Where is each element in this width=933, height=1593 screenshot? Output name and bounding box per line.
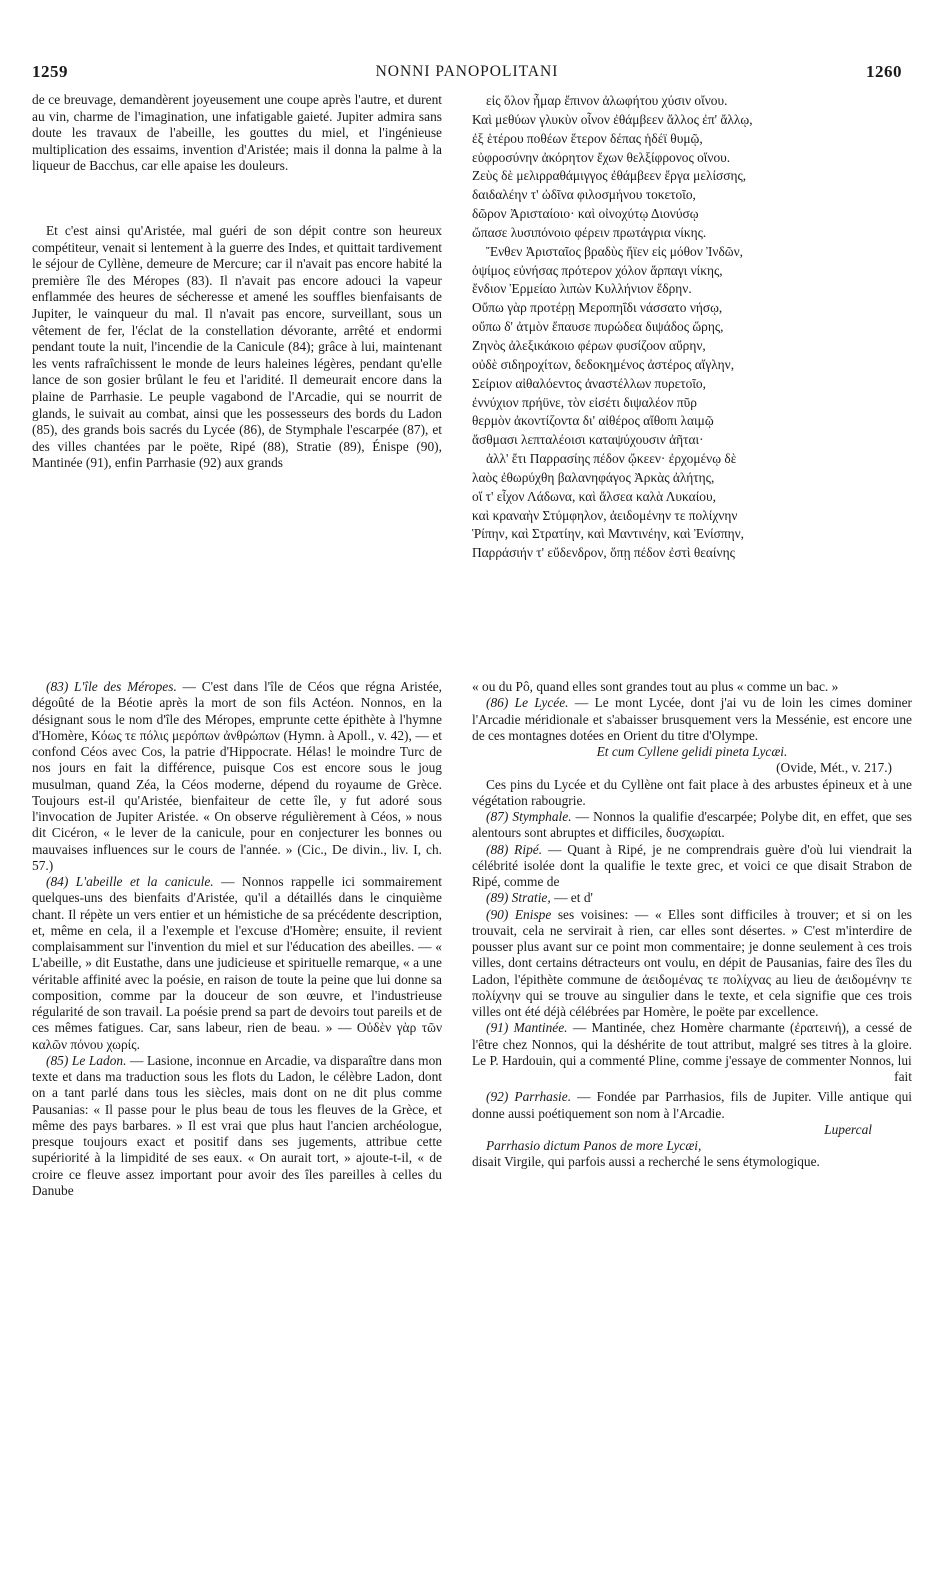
verse-line: καὶ κραναὴν Στύμφηλον, ἀειδομένην τε πολίχνην [472, 507, 738, 523]
verse-line: Σείριον αἰθαλόεντος ἀναστέλλων πυρετοῖο, [472, 375, 706, 391]
verse-line: ὀψίμος εὐνήσας πρότερον χόλον ἅρπαγι νίκης, [472, 262, 723, 278]
note-text: — Le mont Lycée, dont j'ai vu de loin les cimes dominer l'Arcadie méridionale et s'abaisser brusquement vers la Messénie, est encore une de ces montagnes dotées en Orient du titre d'Olympe. [472, 695, 912, 743]
note-label: (87) Stymphale. [486, 809, 572, 824]
note-label: (92) Parrhasie. [486, 1089, 572, 1105]
note-text: — Fondée par Parrhasios, fils de Jupiter. Ville antique qui donne aussi poétiquement son nom à l'Arcadie. [472, 1089, 912, 1121]
note-85 [32, 1053, 442, 1199]
note-text: — C'est dans l'île de Céos que régna Aristée, dégoûté de la Béotie après la mort de son fils Actéon. Nonnos, en la désignant sous le nom d'île des Méropes, emprunte cette épithète à l'hymne d'Homère, Κόως τε πόλις μερόπων ἀνθρώπων (Hymn. à Apoll., v. 42), — et confond Céos avec Cos, la patrie d'Hippocrate. Hélas! le moindre Turc de nos jours en fait la différence, puisque Cos est encore sous le joug musulman, quand Zéa, la Céos moderne, dépend du royaume de Grèce. Toujours est-il qu'Aristée, bienfaiteur de cette île, y fut adoré sous l'invocation de Jupiter Aristée. « On observe régulièrement à Céos, » nous dit Cicéron, « le lever de la canicule, pour en conjecturer les bonnes ou mauvaises influences sur le cours de l'année. » (Cic., De divin., liv. I, ch. 57.) [32, 679, 442, 873]
note-text: — et d' [550, 890, 593, 906]
note-label: (91) Mantinée. [486, 1020, 568, 1036]
note-88 [472, 842, 912, 891]
note-text: — Nonnos la qualifie d'escarpée; Polybe dit, en effet, que ses alentours sont abruptes et difficiles, δυσχωρίαι. [472, 809, 912, 841]
note-83 [32, 679, 442, 874]
translation-paragraph: de ce breuvage, demandèrent joyeusement une coupe après l'autre, et durent au vin, charme de l'imagination, une infatigable gaieté. Jupiter admira sans doute les travaux de l'abeille, les gouttes du miel, et l'ingénieuse multiplication des essaims, invention d'Aristée; mais il donna la palme à la liqueur de Bacchus, car elle apaise les douleurs. [32, 92, 442, 174]
note-text: — Lasione, inconnue en Arcadie, va disparaître dans mon texte et dans ma traduction sous les flots du Ladon, le célèbre Ladon, dont on a tant parlé dans tous les siècles, mais dont on ne dit plus comme Pausanias: « Il passe pour le plus beau de tous les fleuves de la Grèce, et même des pays barbares. » Il est vrai que plus haut l'ancien archéologue, presque toujours exact et positif dans ses jugements, attribue cette supériorité à la limpidité de ses eaux. « On aurait tort, » ajoute-t-il, « de croire ce fleuve assez important pour avoir des îles pareilles à celles du Danube [32, 1052, 442, 1198]
verse-line: ἀλλ' ἔτι Παρρασίης πέδον ᾤκεεν· ἐρχομένῳ δὲ [486, 451, 737, 467]
verse-line: Ἔνθεν Ἀρισταῖος βραδὺς ἤϊεν εἰς μόθον Ἰνδῶν, [486, 243, 743, 259]
note-label: (90) Enispe [486, 906, 552, 922]
french-translation [32, 92, 442, 472]
quote-source: (Ovide, Mét., v. 217.) [776, 760, 892, 776]
verse-line: οὐδὲ σιδηροχίτων, δεδοκημένος ἀστέρος αἴγλην, [472, 356, 735, 372]
note-label: (89) Stratie, [486, 890, 551, 906]
verse-line: Παρράσιήν τ' εὔδενδρον, ὅπῃ πέδον ἐστὶ θεαίνης [472, 545, 735, 561]
note-label: (88) Ripé. [486, 841, 543, 857]
verse-line: εἰς ὅλον ἦμαρ ἔπινον ἀλωφήτου χύσιν οἴνου. [486, 93, 728, 108]
note-text: — Quant à Ripé, je ne comprendrais guère d'où lui viendrait la célébrité isolée dont la qualifie le texte grec, et voici ce que disait Strabon de Ripé, comme de [472, 841, 912, 889]
note-84 [32, 874, 442, 1053]
notes-column-left [32, 679, 442, 1199]
note-86-after: Ces pins du Lycée et du Cyllène ont fait place à des arbustes épineux et à une végétation rabougrie. [472, 776, 912, 808]
verse-line: οὔπω δ' ἀτμὸν ἔπαυσε πυρώδεα διψάδος ὥρης, [472, 319, 724, 335]
translation-paragraph: Et c'est ainsi qu'Aristée, mal guéri de son dépit contre son heureux compétiteur, venait si lentement à la guerre des Indes, et quittait tardivement le séjour de Cyllène, demeure de Mercure; car il n'avait pas encore habité la première île des Méropes (83). Il n'avait pas encore adouci la vapeur enflammée des heures de sécheresse et amené les souffles bienfaisants de Jupiter, le vainqueur du mal. Il n'avait pas encore, surveillant, sous un vêtement de fer, l'éclat de la constellation dévorante, arrêté et endormi pendant toute la nuit, l'incendie de la Canicule (84); grâce à lui, maintenant les vents rafraîchissent le monde de leurs haleines légères, pendant qu'elle lance de son gosier brûlant le feu et l'aridité. Il demeurait encore dans la plaine de Parrhasie. Le peuple vagabond de l'Arcadie, qui se nourrit de glands, le suivait au combat, ainsi que les possesseurs des bords du Ladon (85), des grands bois sacrés du Lycée (86), de Stymphale l'escarpée (87), et des villes chantées par le poëte, Ripé (88), Stratie (89), Énispe (90), Mantinée (91), enfin Parrhasie (92) aux grands [32, 222, 442, 471]
running-header [32, 62, 902, 86]
latin-quote: Lupercal [824, 1121, 872, 1137]
verse-line: λαὸς ἐθωρύχθη βαλανηφάγος Ἀρκὰς ἀλήτης, [472, 469, 715, 485]
note-87 [472, 809, 912, 842]
note-85-continuation: « ou du Pô, quand elles sont grandes tout au plus « comme un bac. » [472, 679, 839, 694]
note-label: (86) Le Lycée. [486, 695, 569, 711]
latin-quote: Parrhasio dictum Panos de more Lycæi, [486, 1138, 702, 1153]
page-number-right: 1260 [866, 62, 902, 81]
page-number-left: 1259 [32, 62, 68, 81]
note-text: ses voisines: — « Elles sont difficiles à trouver; et si on les trouvait, cela ne servirait à rien, car elles sont désertes. » C'est m'interdire de pousser plus avant sur ce point mon commentaire; je donne seulement à ces trois villes, dont certains détracteurs ont voulu, en dépit de Pausanias, faire des îles du Ladon, l'épithète commune de ἀειδομένας τε πολίχνας au lieu de ἀειδομένην τε πολίχνην qui se trouve au singulier dans le texte, et cela signifie que ces trois villes ont été déjà célébrées par Homère, le poëte par excellence. [472, 906, 912, 1019]
note-89 [472, 890, 912, 906]
note-text: — Mantinée, chez Homère charmante (ἐρατεινή), a cessé de l'être chez Nonnos, qui la déshérite de tout attribut, malgré ses titres à la gloire. Le P. Hardouin, qui a commenté Pline, comme j'essaye de commenter Nonnos, lui [472, 1020, 913, 1068]
verse-line: οἵ τ' εἶχον Λάδωνα, καὶ ἄλσεα καλὰ Λυκαίου, [472, 488, 716, 504]
verse-line: θερμὸν ἀκοντίζοντα δι' αἰθέρος αἴθοπι λαιμῷ [472, 413, 714, 429]
verse-line: Καὶ μεθύων γλυκὺν οἶνον ἐθάμβεεν ἄλλος ἐπ' ἄλλῳ, [472, 111, 753, 127]
verse-line: ἄσθμασι λεπταλέοισι καταψύχουσιν ἀῆται· [472, 432, 704, 448]
notes-column-right [472, 679, 912, 1171]
latin-quote: Et cum Cyllene gelidi pineta Lycæi. [596, 744, 788, 759]
greek-verse-column [472, 92, 912, 563]
note-91 [472, 1020, 912, 1069]
verse-line: Ζηνὸς ἀλεξικάκοιο φέρων φυσίζοον αὔρην, [472, 337, 706, 353]
verse-line: ἔνδιον Ἑρμείαο λιπὼν Κυλλήνιον ἕδρην. [472, 281, 692, 297]
note-text: — Nonnos rappelle ici sommairement quelques-uns des bienfaits d'Aristée, qu'il a détaillés dans le cinquième chant. Il répète un vers entier et un hémistiche de sa précédente description, et, même en cela, il a l'exemple et l'excuse d'Homère; ensuite, il revient complaisamment sur l'invention du miel et sur l'éducation des abeilles. — « L'abeille, » dit Eustathe, dans une judicieuse et spirituelle remarque, « a une véritable affinité avec la poésie, en raison de toute la peine que lui donne sa composition, comme par la douceur de son œuvre, et l'industrieuse régularité de son travail. La poésie prend sa part de devoirs tout pareils et de ces mêmes fatigues. Car, sans labeur, rien de beau. » — Οὐδὲν γὰρ τῶν καλῶν πόνου χωρίς. [32, 874, 442, 1052]
running-title: NONNI PANOPOLITANI [375, 63, 559, 80]
verse-line: δαιδαλέην τ' ὠδῖνα φιλοσμήνου τοκετοῖο, [472, 187, 696, 203]
verse-line: Ζεὺς δὲ μελιρραθάμιγγος ἐθάμβεεν ἔργα μελίσσης, [472, 168, 747, 184]
note-label: (83) L'île des Méropes. [46, 679, 177, 694]
closing-line: disait Virgile, qui parfois aussi a recherché le sens étymologique. [472, 1154, 820, 1170]
verse-line: εὐφροσύνην ἀκόρητον ἔχων θελξίφρονος οἴνου. [472, 149, 731, 165]
note-92 [472, 1089, 912, 1122]
note-90 [472, 907, 912, 1021]
note-91-end: fait [894, 1069, 912, 1084]
verse-line: ὤπασε λυσιπόνοιο φέρειν πρωτάγρια νίκης. [472, 224, 707, 240]
verse-line: ἐννύχιον πρήϋνε, τὸν εἰσέτι διψαλέον πῦρ [472, 394, 697, 410]
verse-line: δῶρον Ἀρισταίοιο· καὶ οἰνοχύτῳ Διονύσῳ [472, 206, 699, 222]
verse-line: ἐξ ἑτέρου ποθέων ἕτερον δέπας ἡδέϊ θυμῷ, [472, 130, 703, 146]
note-label: (85) Le Ladon. [46, 1052, 127, 1068]
verse-line: Οὔπω γὰρ προτέρῃ Μεροπηΐδι νάσσατο νήσῳ, [472, 300, 723, 316]
note-86 [472, 695, 912, 744]
verse-line: Ῥίπην, καὶ Στρατίην, καὶ Μαντινέην, καὶ Ἐνίσπην, [472, 526, 745, 542]
note-label: (84) L'abeille et la canicule. [46, 874, 214, 889]
